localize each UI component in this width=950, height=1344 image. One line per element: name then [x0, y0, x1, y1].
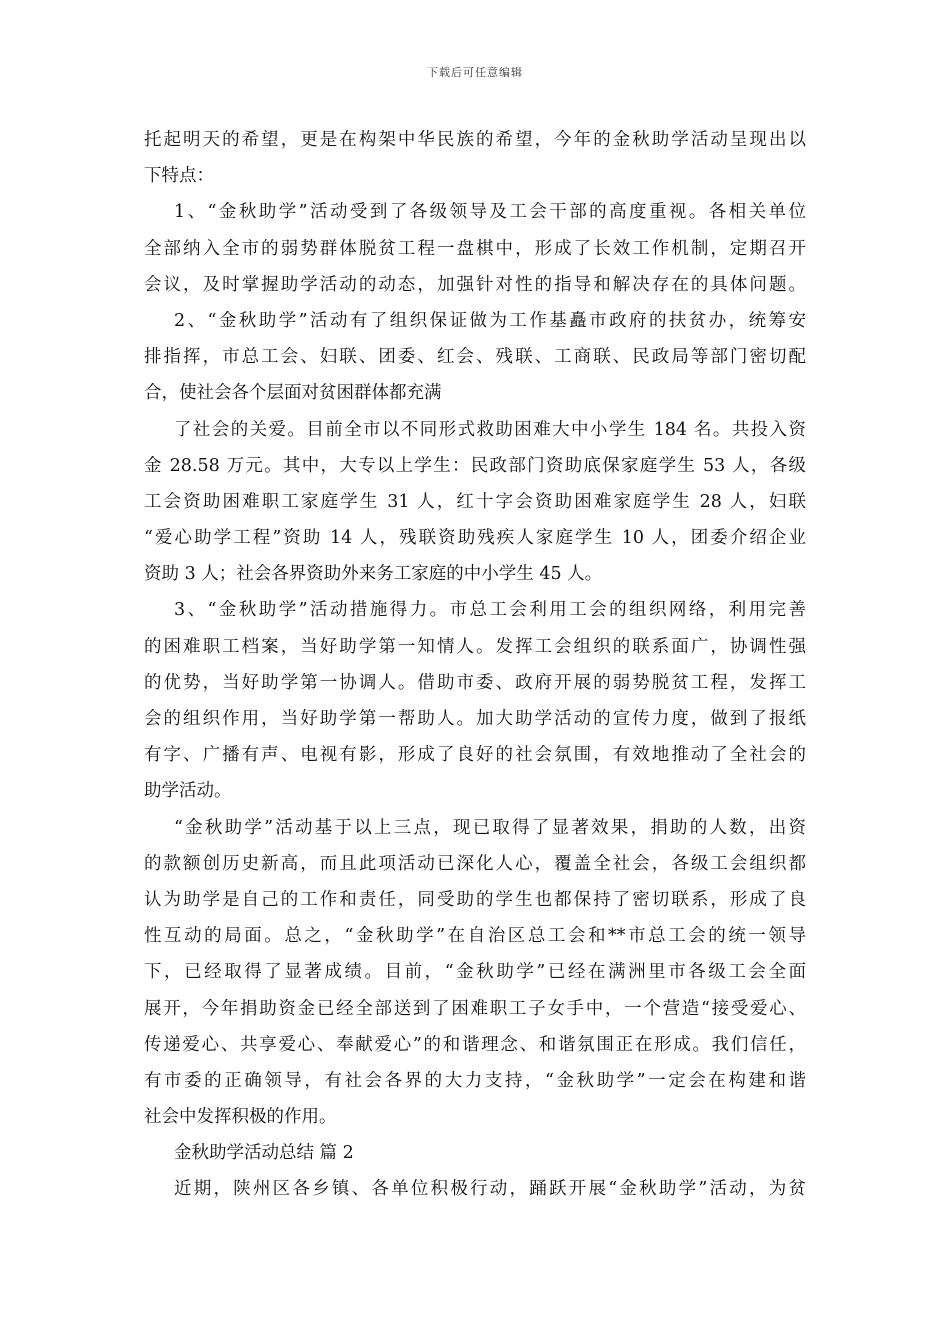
text-line: 托起明天的希望，更是在构架中华民族的希望，今年的金秋助学活动呈现出以 [144, 130, 806, 150]
text-line: 有市委的正确领导，有社会各界的大力支持，“金秋助学”一定会在构建和谐 [144, 1070, 806, 1091]
text-line: 1、“金秋助学”活动受到了各级领导及工会干部的高度重视。各相关单位 [174, 202, 806, 223]
text-line: 认为助学是自己的工作和责任，同受助的学生也都保持了密切联系，形成了良 [144, 889, 806, 910]
text-line: 金秋助学活动总结 篇 2 [174, 1143, 354, 1164]
text-line: 的款额创历史新高，而且此项活动已深化人心，覆盖全社会，各级工会组织都 [144, 853, 806, 874]
text-line: 2、“金秋助学”活动有了组织保证做为工作基矗市政府的扶贫办，统筹安 [174, 310, 806, 331]
text-line: 会的组织作用，当好助学第一帮助人。加大助学活动的宣传力度，做到了报纸 [144, 709, 806, 729]
text-line: 3、“金秋助学”活动措施得力。市总工会利用工会的组织网络，利用完善 [174, 600, 806, 621]
text-line: 的困难职工档案，当好助学第一知情人。发挥工会组织的联系面广，协调性强 [144, 636, 806, 657]
text-line: 社会中发挥积极的作用。 [144, 1107, 337, 1128]
text-line: 近期，陕州区各乡镇、各单位积极行动，踊跃开展“金秋助学”活动，为贫 [174, 1179, 806, 1200]
text-line: 排指挥，市总工会、妇联、团委、红会、残联、工商联、民政局等部门密切配 [144, 347, 806, 368]
text-line: 性互动的局面。总之，“金秋助学”在自治区总工会和**市总工会的统一领导 [144, 926, 806, 947]
text-line: 下，已经取得了显著成绩。目前，“金秋助学”已经在满洲里市各级工会全面 [144, 962, 806, 983]
text-line: 的优势，当好助学第一协调人。借助市委、政府开展的弱势脱贫工程，发挥工 [144, 672, 806, 693]
text-line: 金 28.58 万元。其中，大专以上学生：民政部门资助底保家庭学生 53 人，各级 [144, 455, 806, 476]
text-line: 了社会的关爱。目前全市以不同形式救助困难大中小学生 184 名。共投入资 [174, 419, 806, 440]
text-line: 传递爱心、共享爱心、奉献爱心”的和谐理念、和谐氛围正在形成。我们信任， [144, 1034, 806, 1055]
document-body [144, 122, 806, 1208]
text-line: 会议，及时掌握助学活动的动态，加强针对性的指导和解决存在的具体问题。 [144, 274, 806, 295]
text-line: 助学活动。 [144, 781, 232, 802]
text-line: “爱心助学工程”资助 14 人，残联资助残疾人家庭学生 10 人，团委介绍企业 [144, 528, 806, 549]
text-line: 资助 3 人；社会各界资助外来务工家庭的中小学生 45 人。 [144, 564, 603, 585]
text-line: 工会资助困难职工家庭学生 31 人，红十字会资助困难家庭学生 28 人，妇联 [144, 491, 806, 512]
page-header-note: 下载后可任意编辑 [427, 66, 523, 79]
text-line: 展开，今年捐助资金已经全部送到了困难职工子女手中，一个营造“接受爱心、 [144, 998, 806, 1019]
text-line: 合，使社会各个层面对贫困群体都充满 [144, 383, 442, 404]
text-line: 下特点： [144, 166, 214, 187]
text-line: 有字、广播有声、电视有影，形成了良好的社会氛围，有效地推动了全社会的 [144, 745, 806, 766]
text-line: “金秋助学”活动基于以上三点，现已取得了显著效果，捐助的人数，出资 [174, 817, 806, 838]
text-line: 全部纳入全市的弱势群体脱贫工程一盘棋中，形成了长效工作机制，定期召开 [144, 238, 806, 259]
